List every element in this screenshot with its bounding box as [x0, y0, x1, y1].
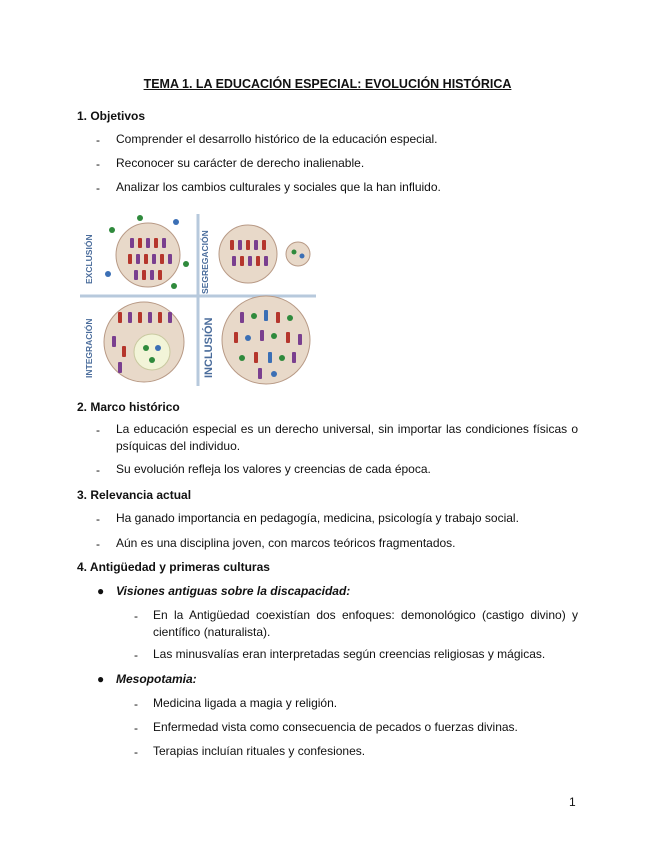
- heading-objetivos: 1. Objetivos: [77, 109, 146, 123]
- heading-marco-historico: 2. Marco histórico: [77, 400, 180, 414]
- label-exclusion: EXCLUSIÓN: [84, 234, 94, 284]
- dash-marker: -: [96, 423, 100, 437]
- list-item: Las minusvalías eran interpretadas según creencias religiosas y mágicas.: [153, 647, 546, 661]
- list-item: Terapias incluían rituales y confesiones.: [153, 744, 366, 758]
- label-integracion: INTEGRACIÓN: [84, 318, 94, 378]
- dash-marker: -: [96, 133, 100, 147]
- label-segregacion: SEGREGACIÓN: [200, 230, 210, 294]
- list-item: Enfermedad vista como consecuencia de pecados o fuerzas divinas.: [153, 720, 518, 734]
- dash-marker: -: [96, 181, 100, 195]
- integration-inner-circle: [134, 334, 170, 370]
- list-item: Su evolución refleja los valores y creencias de cada época.: [116, 462, 431, 476]
- dash-marker: -: [96, 463, 100, 477]
- subheading-visiones: Visiones antiguas sobre la discapacidad:: [116, 584, 351, 598]
- dash-marker: -: [134, 648, 138, 662]
- page-number: 1: [569, 795, 576, 809]
- dash-marker: -: [134, 697, 138, 711]
- segregation-circle: [219, 225, 277, 283]
- inclusion-diagram-svg: [78, 212, 318, 388]
- dash-marker: -: [134, 721, 138, 735]
- list-item: Comprender el desarrollo histórico de la educación especial.: [116, 132, 438, 146]
- dash-marker: -: [96, 537, 100, 551]
- list-item: La educación especial es un derecho universal, sin importar las condiciones físicas o psíquicas del individuo.: [116, 422, 578, 453]
- bullet-marker: ●: [97, 584, 105, 598]
- dash-marker: -: [96, 512, 100, 526]
- bullet-marker: ●: [97, 672, 105, 686]
- dash-marker: -: [134, 609, 138, 623]
- heading-relevancia: 3. Relevancia actual: [77, 488, 192, 502]
- page-title: TEMA 1. LA EDUCACIÓN ESPECIAL: EVOLUCIÓN HISTÓRICA: [143, 77, 512, 91]
- list-item: Medicina ligada a magia y religión.: [153, 696, 338, 710]
- dash-marker: -: [96, 157, 100, 171]
- list-item: En la Antigüedad coexistían dos enfoques: demonológico (castigo divino) y científico (naturalista).: [153, 608, 578, 639]
- label-inclusion: INCLUSIÓN: [203, 317, 215, 378]
- segregation-small-circle: [286, 242, 310, 266]
- dash-marker: -: [134, 745, 138, 759]
- list-item: Reconocer su carácter de derecho inalienable.: [116, 156, 365, 170]
- subheading-mesopotamia: Mesopotamia:: [116, 672, 197, 686]
- list-item: Analizar los cambios culturales y sociales que la han influido.: [116, 180, 441, 194]
- inclusion-diagram: [78, 212, 318, 388]
- heading-antiguedad: 4. Antigüedad y primeras culturas: [77, 560, 270, 574]
- list-item: Aún es una disciplina joven, con marcos teóricos fragmentados.: [116, 536, 456, 550]
- list-item: Ha ganado importancia en pedagogía, medicina, psicología y trabajo social.: [116, 511, 519, 525]
